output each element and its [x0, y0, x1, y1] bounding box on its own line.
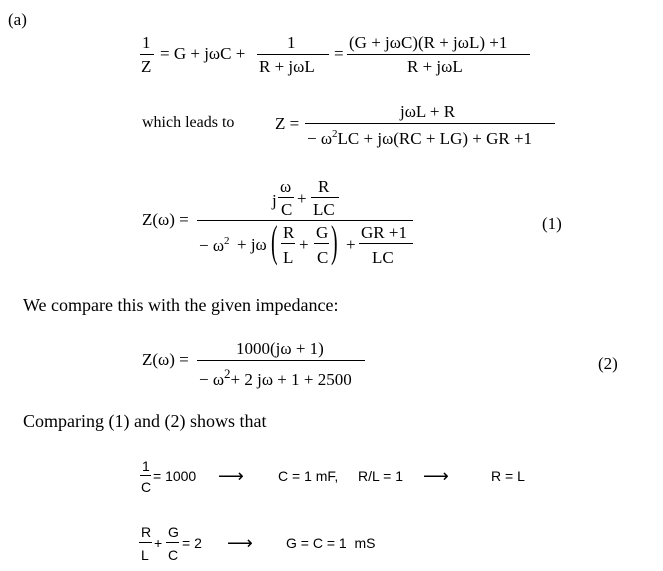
eq1-rhs-denominator: R + jωL: [407, 57, 463, 76]
eq3-num-omega: ω: [280, 177, 292, 196]
eq3-num-plus: +: [297, 189, 307, 208]
eq4-denominator: [199, 367, 352, 388]
eq2-den-exponent: 2: [332, 128, 338, 140]
compare-text: We compare this with the given impedance:: [23, 295, 339, 315]
eq3-tag: (1): [542, 214, 562, 233]
eq2-denominator: [307, 129, 532, 147]
eq1-lhs-numerator: 1: [142, 33, 151, 52]
eq3-left-paren: (: [271, 217, 278, 266]
res2-g-c-bar: [166, 542, 179, 543]
eq3-den-r: R: [283, 223, 295, 242]
eq1-lhs-denominator: Z: [141, 57, 152, 76]
eq3-num-r-lc-bar: [311, 197, 339, 198]
res1-equals-1000: = 1000: [153, 468, 197, 484]
res2-l: L: [141, 547, 149, 563]
eq3-den-plus: +: [299, 235, 309, 254]
res1-arrow-1: ⟶: [218, 466, 244, 486]
res1-arrow-2: ⟶: [423, 466, 449, 486]
part-label: (a): [8, 10, 27, 29]
res1-fraction-bar: [140, 475, 151, 476]
res1-c-value: C = 1 mF,: [278, 468, 339, 484]
eq1-rhs-bar: [347, 54, 530, 55]
eq1-rhs-numerator: (G + jωC)(R + jωL) +1: [349, 33, 508, 52]
eq1-frac2-denominator: R + jωL: [259, 57, 315, 76]
eq3-den-c: C: [317, 248, 329, 267]
eq3-den-r-l-bar: [281, 243, 295, 244]
res1-denominator: C: [141, 479, 152, 495]
eq3-num-r: R: [318, 177, 330, 196]
eq3-den-gr-lc-bar: [359, 243, 413, 244]
res2-result: G = C = 1 mS: [286, 535, 376, 551]
res2-g: G: [168, 524, 179, 540]
eq3-num-c: C: [281, 200, 293, 219]
eq1-frac2-numerator: 1: [287, 33, 296, 52]
res1-r-over-l: R/L = 1: [358, 468, 404, 484]
eq4-den-exponent: 2: [224, 366, 231, 381]
eq4-tag: (2): [598, 354, 618, 373]
eq3-den-g: G: [316, 223, 329, 242]
eq4-den-rest: + 2 jω + 1 + 2500: [230, 370, 352, 389]
eq3-right-paren: ): [331, 217, 338, 266]
eq3-den-minus-omega: − ω: [199, 236, 225, 255]
eq4-numerator: 1000(jω + 1): [236, 339, 324, 358]
eq3-num-lc: LC: [313, 200, 335, 219]
eq3-den-g-c-bar: [314, 243, 329, 244]
res2-plus: +: [154, 535, 163, 551]
eq3-main-bar: [197, 220, 413, 221]
res2-r-l-bar: [139, 542, 152, 543]
eq3-num-w-c-bar: [278, 197, 294, 198]
eq4-fraction-bar: [197, 360, 365, 361]
eq2-den-omega: − ω: [307, 129, 333, 148]
res2-r: R: [141, 524, 152, 540]
eq2-numerator: jωL + R: [400, 102, 456, 121]
eq3-num-j: j: [272, 191, 277, 210]
res1-r-equals-l: R = L: [491, 468, 525, 484]
res1-numerator: 1: [142, 458, 150, 474]
eq3-den-jw: + jω: [237, 235, 267, 254]
eq3-den-omega-sq: [199, 236, 230, 254]
res2-c: C: [168, 547, 179, 563]
eq4-den-minus-omega: − ω: [199, 370, 225, 389]
eq3-den-l: L: [283, 248, 294, 267]
eq2-den-rest: LC + jω(RC + LG) + GR +1: [337, 129, 533, 148]
res2-equals-2: = 2: [182, 535, 202, 551]
eq3-den-exponent: 2: [224, 235, 230, 247]
res2-arrow: ⟶: [227, 533, 253, 553]
eq3-lhs: Z(ω) =: [142, 210, 189, 229]
eq3-den-plus2: +: [346, 235, 356, 254]
eq1-frac2-bar: [257, 54, 329, 55]
eq2-lead-text: which leads to: [142, 114, 235, 131]
eq2-fraction-bar: [305, 123, 555, 124]
eq1-middle-terms: = G + jωC +: [160, 44, 246, 63]
eq3-den-gr: GR +1: [361, 223, 407, 242]
eq3-den-lc: LC: [372, 248, 394, 267]
eq2-lhs: Z =: [275, 114, 300, 133]
eq1-equals: =: [334, 44, 344, 63]
eq1-lhs-fraction-bar: [140, 54, 154, 55]
comparing-text: Comparing (1) and (2) shows that: [23, 411, 267, 431]
eq4-lhs: Z(ω) =: [142, 350, 189, 369]
